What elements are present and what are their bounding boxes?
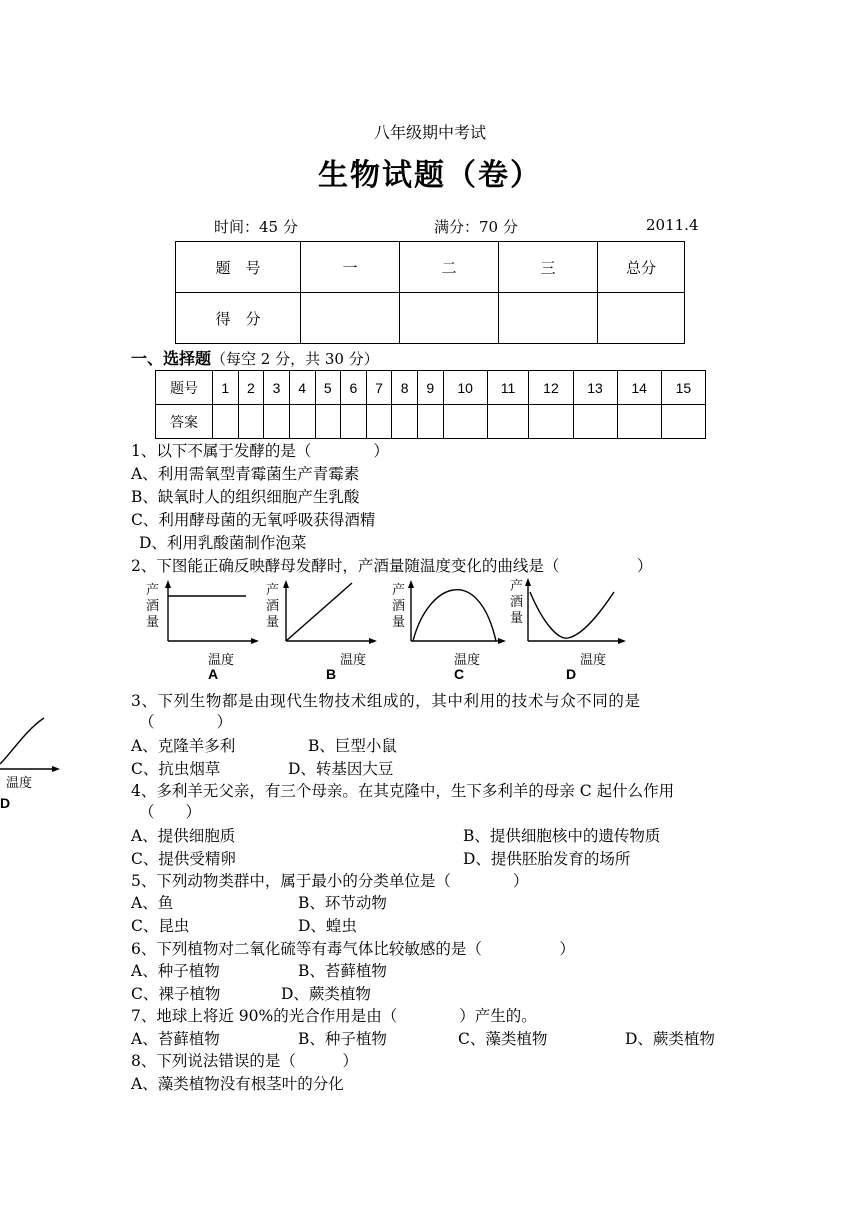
question-6-option-a: A、种子植物	[131, 962, 220, 980]
answer-number: 2	[238, 371, 264, 405]
answer-cell[interactable]	[529, 405, 573, 439]
graph-label: C	[454, 666, 465, 682]
graph-ylabel: 产	[266, 583, 280, 598]
y-axis-arrow	[525, 578, 531, 586]
question-5-stem: 5、下列动物类群中，属于最小的分类单位是（ ）	[131, 872, 529, 890]
graph-ylabel: 量	[266, 615, 280, 630]
exam-subtitle: 八年级期中考试	[373, 123, 486, 142]
exam-title: 生物试题（卷）	[318, 158, 542, 193]
graph-ylabel: 酒	[146, 599, 160, 614]
score-cell[interactable]	[301, 293, 400, 344]
question-5-option-b: B、环节动物	[298, 894, 387, 912]
answer-cell[interactable]	[341, 405, 367, 439]
score-table-header: 总分	[598, 242, 685, 293]
question-5-option-a: A、鱼	[131, 894, 174, 912]
graph-xlabel: 温度	[340, 653, 367, 668]
curve-peak	[413, 590, 496, 641]
question-1-option-d: D、利用乳酸菌制作泡菜	[139, 534, 307, 552]
question-3-option-d: D、转基因大豆	[288, 760, 394, 778]
question-6-option-b: B、苔藓植物	[298, 962, 387, 980]
question-5-option-d: D、蝗虫	[298, 917, 357, 935]
question-1-option-a: A、利用需氧型青霉菌生产青霉素	[131, 465, 360, 483]
question-4-option-d: D、提供胚胎发育的场所	[463, 850, 631, 868]
question-1-stem: 1、以下不属于发酵的是（ ）	[131, 442, 389, 460]
answer-number: 10	[443, 371, 487, 405]
exam-date: 2011.4	[646, 216, 699, 234]
answer-table-label: 题号	[156, 371, 213, 405]
question-6-option-d: D、蕨类植物	[281, 985, 371, 1003]
question-7-option-a: A、苔藓植物	[131, 1030, 220, 1048]
answer-cell[interactable]	[418, 405, 444, 439]
question-4-option-a: A、提供细胞质	[131, 827, 236, 845]
exam-full-score: 满分：70 分	[434, 218, 518, 236]
question-7-option-d: D、蕨类植物	[625, 1030, 715, 1048]
margin-graph-fragment	[0, 712, 62, 812]
question-2-stem: 2、下图能正确反映酵母发酵时，产酒量随温度变化的曲线是（ ）	[131, 557, 653, 575]
fragment-label: D	[0, 795, 11, 811]
score-table-header: 题 号	[176, 242, 301, 293]
score-cell[interactable]	[598, 293, 685, 344]
graph-a	[140, 578, 260, 683]
answer-number: 8	[392, 371, 418, 405]
answer-number: 13	[573, 371, 617, 405]
graph-ylabel: 产	[392, 583, 406, 598]
question-8-option-a: A、藻类植物没有根茎叶的分化	[131, 1075, 344, 1093]
score-table-header: 三	[499, 242, 598, 293]
answer-number: 14	[617, 371, 661, 405]
question-3-option-c: C、抗虫烟草	[131, 760, 221, 778]
answer-cell[interactable]	[443, 405, 487, 439]
graph-ylabel: 酒	[266, 599, 280, 614]
graph-b	[262, 578, 382, 683]
answer-table	[155, 370, 706, 439]
answer-number: 12	[529, 371, 573, 405]
question-4-option-c: C、提供受精卵	[131, 850, 236, 868]
answer-number: 7	[366, 371, 392, 405]
y-axis-arrow	[283, 580, 289, 588]
answer-cell[interactable]	[315, 405, 341, 439]
question-1-option-b: B、缺氧时人的组织细胞产生乳酸	[131, 488, 360, 506]
score-table-header: 一	[301, 242, 400, 293]
question-8-stem: 8、下列说法错误的是（ ）	[131, 1052, 358, 1070]
answer-number: 11	[487, 371, 529, 405]
question-4-option-b: B、提供细胞核中的遗传物质	[463, 827, 661, 845]
answer-cell[interactable]	[487, 405, 529, 439]
graph-c	[388, 578, 513, 683]
question-7-stem: 7、地球上将近 90%的光合作用是由（ ）产生的。	[131, 1007, 537, 1025]
question-6-option-c: C、裸子植物	[131, 985, 221, 1003]
question-4-paren: （ ）	[139, 803, 202, 821]
score-cell[interactable]	[499, 293, 598, 344]
section-note: （每空 2 分，共 30 分）	[211, 350, 379, 368]
section-title: 一、选择题	[131, 349, 212, 368]
curve-trough	[530, 592, 614, 638]
question-3-stem: 3、下列生物都是由现代生物技术组成的，其中利用的技术与众不同的是	[131, 692, 641, 710]
graph-label: A	[208, 666, 219, 682]
graph-ylabel: 产	[146, 583, 160, 598]
answer-cell[interactable]	[264, 405, 290, 439]
answer-cell[interactable]	[392, 405, 418, 439]
y-axis-arrow	[408, 580, 414, 588]
answer-table-label: 答案	[156, 405, 213, 439]
graph-xlabel: 温度	[208, 653, 235, 668]
answer-number: 1	[213, 371, 239, 405]
score-row-label: 得 分	[176, 293, 301, 344]
section-heading	[131, 346, 379, 369]
question-4-stem: 4、多利羊无父亲，有三个母亲。在其克隆中，生下多利羊的母亲 C 起什么作用	[131, 782, 675, 800]
graph-ylabel: 酒	[510, 595, 524, 610]
answer-cell[interactable]	[213, 405, 239, 439]
graph-label: B	[326, 666, 337, 682]
graph-ylabel: 量	[146, 615, 160, 630]
fragment-xlabel: 温度	[6, 776, 33, 791]
answer-number: 9	[418, 371, 444, 405]
score-table	[175, 241, 685, 344]
fragment-x-axis-arrow	[52, 766, 60, 772]
x-axis-arrow	[498, 638, 506, 644]
fragment-curve	[0, 718, 44, 764]
answer-cell[interactable]	[661, 405, 705, 439]
answer-number: 15	[661, 371, 705, 405]
graph-ylabel: 量	[510, 611, 524, 626]
answer-number: 5	[315, 371, 341, 405]
score-cell[interactable]	[400, 293, 499, 344]
question-3-paren: （ ）	[139, 713, 233, 731]
answer-cell[interactable]	[366, 405, 392, 439]
answer-number: 6	[341, 371, 367, 405]
y-axis-arrow	[165, 580, 171, 588]
graph-d	[508, 578, 638, 683]
exam-time: 时间：45 分	[214, 218, 298, 236]
curve-rising	[286, 583, 352, 641]
graph-xlabel: 温度	[454, 653, 481, 668]
graph-ylabel: 产	[510, 579, 524, 594]
x-axis-arrow	[618, 638, 626, 644]
question-1-option-c: C、利用酵母菌的无氧呼吸获得酒精	[131, 511, 376, 529]
question-7-option-c: C、藻类植物	[458, 1030, 548, 1048]
graph-ylabel: 量	[392, 615, 406, 630]
answer-cell[interactable]	[238, 405, 264, 439]
question-6-stem: 6、下列植物对二氧化硫等有毒气体比较敏感的是（ ）	[131, 940, 575, 958]
question-7-option-b: B、种子植物	[298, 1030, 387, 1048]
answer-cell[interactable]	[617, 405, 661, 439]
answer-number: 3	[264, 371, 290, 405]
x-axis-arrow	[251, 638, 259, 644]
graph-xlabel: 温度	[580, 653, 607, 668]
question-3-option-b: B、巨型小鼠	[308, 737, 397, 755]
answer-cell[interactable]	[289, 405, 315, 439]
graph-ylabel: 酒	[392, 599, 406, 614]
graph-label: D	[566, 666, 577, 682]
question-5-option-c: C、昆虫	[131, 917, 190, 935]
answer-cell[interactable]	[573, 405, 617, 439]
question-3-option-a: A、克隆羊多利	[131, 737, 236, 755]
score-table-header: 二	[400, 242, 499, 293]
answer-number: 4	[289, 371, 315, 405]
x-axis-arrow	[369, 638, 377, 644]
